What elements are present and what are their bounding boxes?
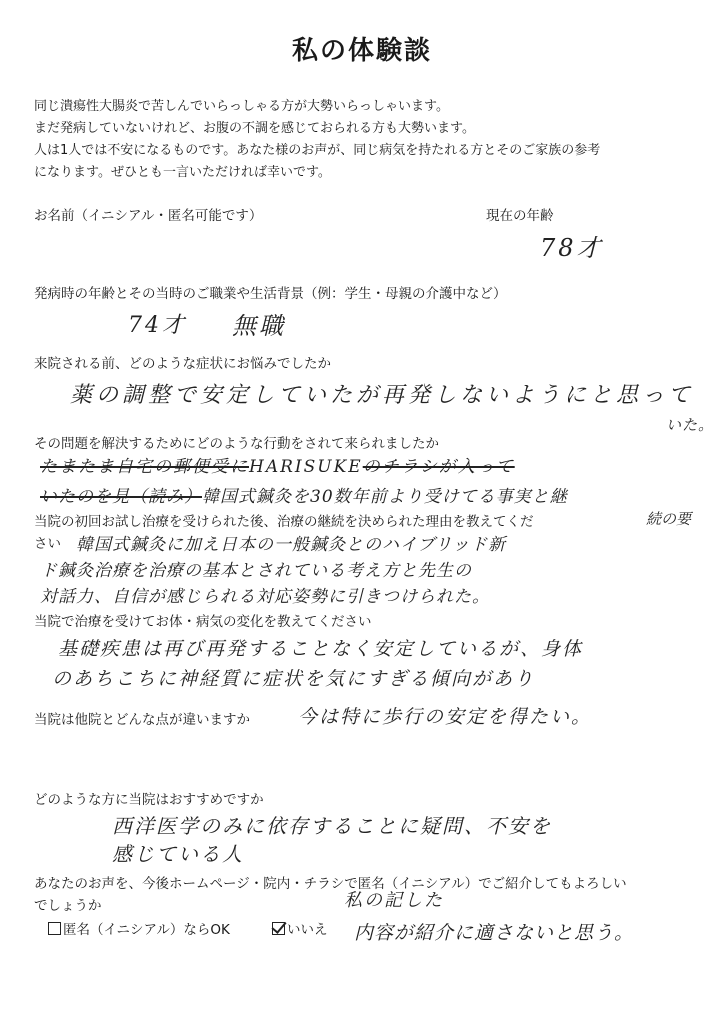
q3-struck-2: のチラシが入って — [362, 457, 515, 477]
q1-label: 発病時の年齢とその当時のご職業や生活背景（例：学生・母親の介護中など） — [34, 286, 507, 302]
q2-label: 来院される前、どのような症状にお悩みでしたか — [34, 356, 331, 372]
q7-answer-2: 感じている人 — [112, 842, 244, 866]
intro-line-2: まだ発病していないけれど、お腹の不調を感じておられる方も大勢います。 — [34, 121, 475, 136]
q5-answer-1: 基礎疾患は再び再発することなく安定しているが、身体 — [58, 638, 584, 660]
q4-answer-2: 韓国式鍼灸に加え日本の一般鍼灸とのハイブリッド新 — [76, 535, 507, 555]
q6-label: 当院は他院とどんな点が違いますか — [34, 712, 250, 728]
consent-option-ok-label: 匿名（イニシアル）ならOK — [63, 922, 230, 938]
consent-label-1: あなたのお声を、今後ホームページ・院内・チラシで匿名（イニシアル）でご紹介してもよろしい — [34, 876, 627, 892]
consent-label-2: でしょうか — [34, 898, 102, 914]
q3-label: その問題を解決するためにどのような行動をされて来られましたか — [34, 436, 439, 452]
q7-answer-1: 西洋医学のみに依存することに疑問、不安を — [112, 814, 552, 838]
intro-line-1: 同じ潰瘍性大腸炎で苦しんでいらっしゃる方が大勢いらっしゃいます。 — [34, 99, 449, 114]
consent-option-no[interactable] — [272, 918, 328, 938]
q4-answer-4: 対話力、自信が感じられる対応姿勢に引きつけられた。 — [40, 587, 490, 607]
name-label: お名前（イニシアル・匿名可能です） — [34, 208, 263, 224]
checkbox-ok[interactable] — [48, 922, 61, 935]
consent-note-1: 私の記した — [344, 890, 444, 911]
age-value: 78才 — [540, 234, 604, 262]
q3-struck-1: たまたま自宅の郵便受に — [40, 457, 249, 477]
q5-answer-2: のあちこちに神経質に症状を気にすぎる傾向があり — [52, 668, 536, 690]
intro-line-3: 人は1人では不安になるものです。あなた様のお声が、同じ病気を持たれる方とそのご家族の参考 — [34, 143, 601, 158]
q5-answer-3: 今は特に歩行の安定を得たい。 — [298, 706, 593, 728]
q4-label-1: 当院の初回お試し治療を受けられた後、治療の継続を決められた理由を教えてくだ — [34, 514, 534, 530]
q3-answer-brand: HARISUKE — [249, 457, 363, 477]
consent-option-ok[interactable] — [48, 918, 230, 938]
page-title: 私の体験談 — [291, 36, 432, 66]
q2-answer-2: いた。 — [666, 416, 715, 434]
q3-struck-3: いたのを見（読み） — [40, 487, 202, 507]
consent-note-2: 内容が紹介に適さないと思う。 — [354, 922, 635, 944]
q7-label: どのような方に当院はおすすめですか — [34, 792, 264, 808]
q2-answer-1: 薬の調整で安定していたが再発しないようにと思って — [70, 383, 695, 408]
q3-answer-2: 韓国式鍼灸を30数年前より受けてる事実と継 — [202, 487, 568, 507]
q3-answer-line-2 — [40, 482, 568, 507]
q1-answer-job: 無職 — [232, 312, 286, 340]
consent-option-no-label: いいえ — [287, 922, 328, 938]
q4-answer-1: 続の要 — [646, 510, 692, 528]
age-label: 現在の年齢 — [486, 208, 554, 224]
q3-answer-line-1 — [40, 452, 515, 477]
intro-line-4: になります。ぜひとも一言いただければ幸いです。 — [34, 165, 331, 180]
q1-answer-age: 74才 — [128, 313, 187, 338]
q4-answer-3: ド鍼灸治療を治療の基本とされている考え方と先生の — [40, 561, 472, 581]
checkbox-no[interactable] — [272, 922, 285, 935]
q5-label: 当院で治療を受けてお体・病気の変化を教えてください — [34, 614, 372, 630]
q4-label-2: さい — [34, 536, 61, 552]
